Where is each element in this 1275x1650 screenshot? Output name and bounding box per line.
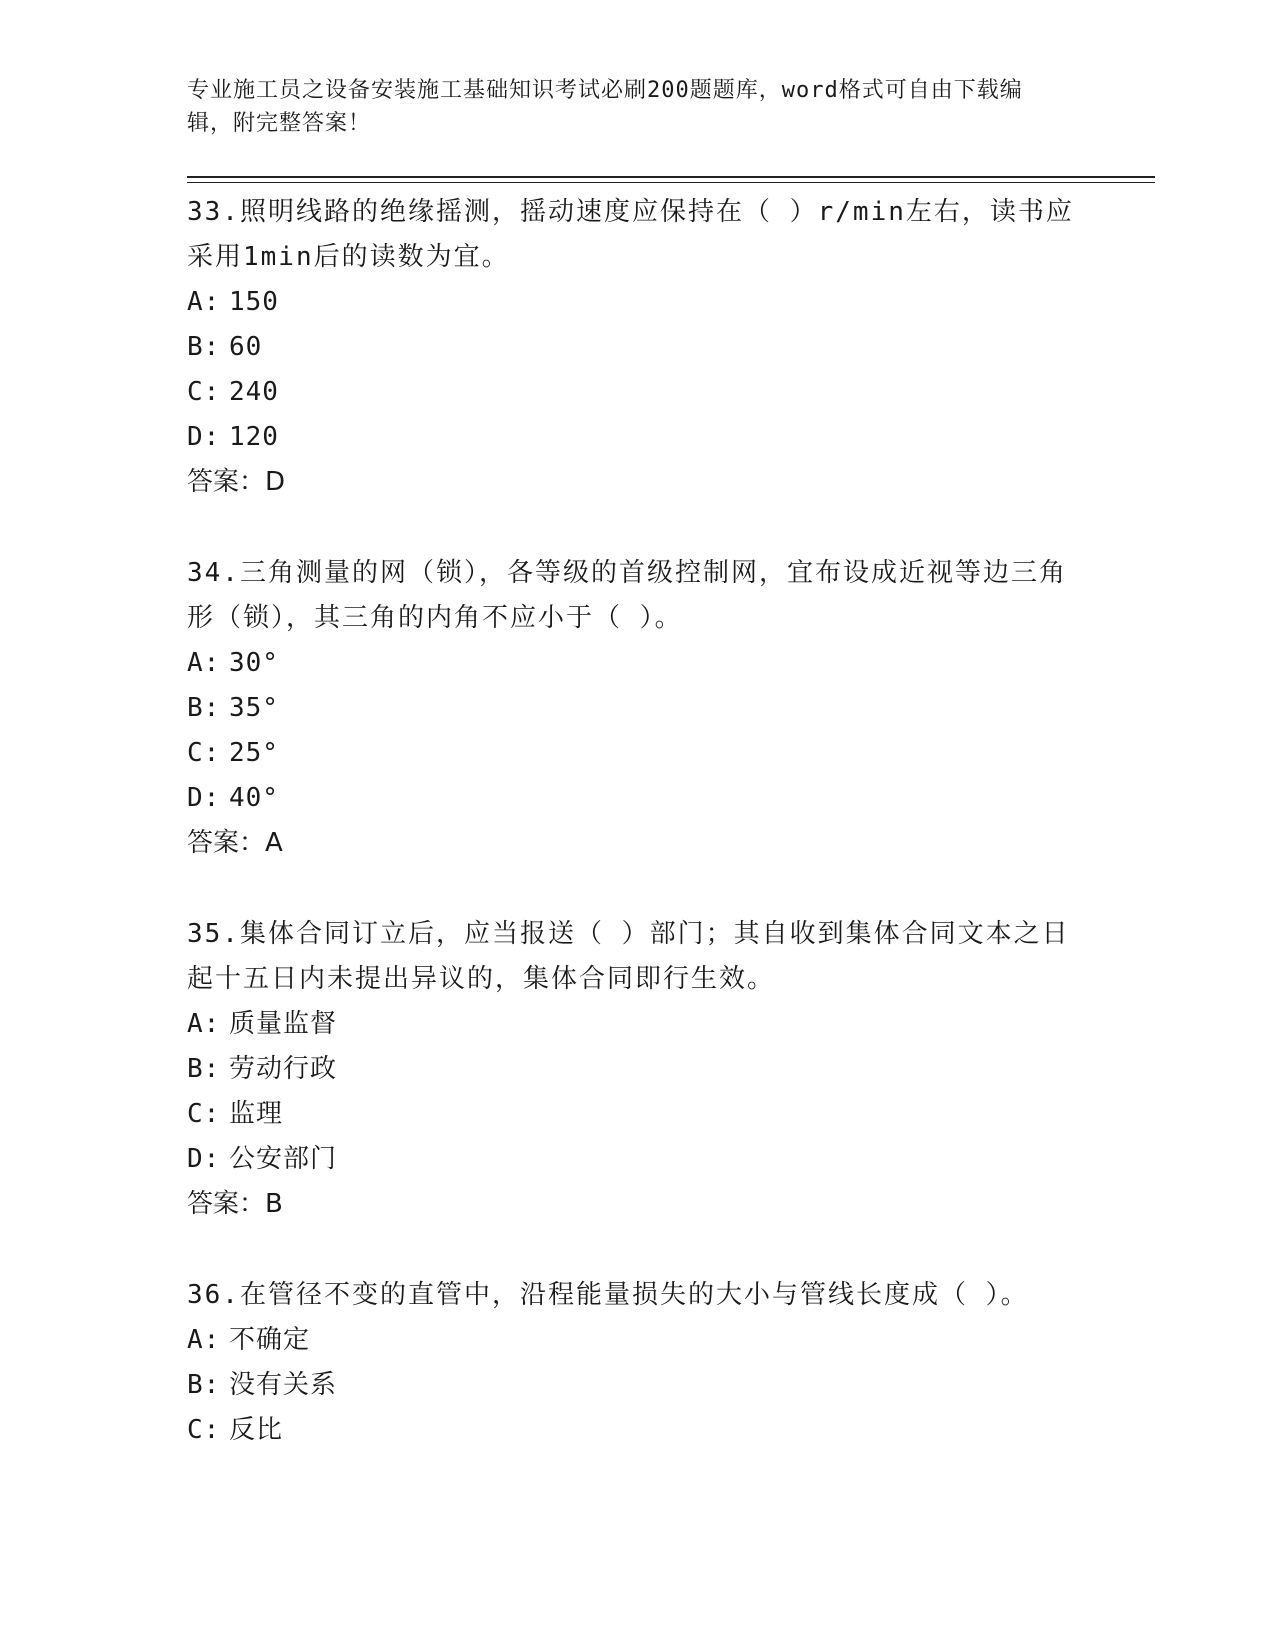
option-text: 劳动行政 bbox=[229, 1054, 338, 1084]
option-d bbox=[187, 415, 1087, 460]
option-b bbox=[187, 325, 1087, 370]
option-key: A: bbox=[187, 648, 221, 678]
option-c bbox=[187, 370, 1087, 415]
document-header: 专业施工员之设备安装施工基础知识考试必刷200题题库，word格式可自由下载编辑，附完整答案！ bbox=[187, 78, 1023, 136]
question-list bbox=[187, 190, 1087, 1499]
option-text: 150 bbox=[229, 287, 279, 317]
question-34 bbox=[187, 551, 1087, 866]
option-c bbox=[187, 1408, 1087, 1453]
question-stem: 33.照明线路的绝缘摇测，摇动速度应保持在（ ）r/min左右，读书应采用1min后的读数为宜。 bbox=[187, 197, 1074, 272]
answer-line: 答案：B bbox=[187, 1189, 283, 1219]
option-text: 公安部门 bbox=[229, 1144, 338, 1174]
answer-line: 答案：A bbox=[187, 828, 283, 858]
question-stem: 34.三角测量的网（锁），各等级的首级控制网，宜布设成近视等边三角形（锁），其三角的内角不应小于（ ）。 bbox=[187, 558, 1067, 633]
option-key: D: bbox=[187, 422, 221, 452]
option-key: D: bbox=[187, 783, 221, 813]
option-a bbox=[187, 1318, 1087, 1363]
option-b bbox=[187, 686, 1087, 731]
question-36 bbox=[187, 1273, 1087, 1453]
option-key: A: bbox=[187, 287, 221, 317]
option-text: 240 bbox=[229, 377, 279, 407]
option-text: 质量监督 bbox=[229, 1009, 338, 1039]
answer-line: 答案：D bbox=[187, 467, 286, 497]
option-key: C: bbox=[187, 1415, 221, 1445]
option-text: 不确定 bbox=[229, 1325, 311, 1355]
option-key: C: bbox=[187, 738, 221, 768]
option-b bbox=[187, 1363, 1087, 1408]
option-text: 35° bbox=[229, 693, 279, 723]
option-text: 60 bbox=[229, 332, 263, 362]
option-key: B: bbox=[187, 332, 221, 362]
option-text: 40° bbox=[229, 783, 279, 813]
option-key: C: bbox=[187, 377, 221, 407]
option-a bbox=[187, 280, 1087, 325]
question-stem: 36.在管径不变的直管中，沿程能量损失的大小与管线长度成（ ）。 bbox=[187, 1280, 1029, 1310]
option-key: B: bbox=[187, 693, 221, 723]
option-b bbox=[187, 1047, 1087, 1092]
option-d bbox=[187, 1137, 1087, 1182]
option-a bbox=[187, 641, 1087, 686]
option-text: 监理 bbox=[229, 1099, 284, 1129]
question-33 bbox=[187, 190, 1087, 505]
option-key: C: bbox=[187, 1099, 221, 1129]
option-a bbox=[187, 1002, 1087, 1047]
option-c bbox=[187, 731, 1087, 776]
option-text: 120 bbox=[229, 422, 279, 452]
option-key: A: bbox=[187, 1325, 221, 1355]
option-key: B: bbox=[187, 1370, 221, 1400]
option-key: D: bbox=[187, 1144, 221, 1174]
question-35 bbox=[187, 912, 1087, 1227]
option-key: B: bbox=[187, 1054, 221, 1084]
option-text: 25° bbox=[229, 738, 279, 768]
option-c bbox=[187, 1092, 1087, 1137]
option-text: 30° bbox=[229, 648, 279, 678]
option-key: A: bbox=[187, 1009, 221, 1039]
option-d bbox=[187, 776, 1087, 821]
header-divider bbox=[187, 176, 1155, 178]
header-divider-secondary bbox=[187, 182, 1155, 183]
option-text: 反比 bbox=[229, 1415, 284, 1445]
question-stem: 35.集体合同订立后，应当报送（ ）部门；其自收到集体合同文本之日起十五日内未提出异议的，集体合同即行生效。 bbox=[187, 919, 1070, 994]
option-text: 没有关系 bbox=[229, 1370, 338, 1400]
